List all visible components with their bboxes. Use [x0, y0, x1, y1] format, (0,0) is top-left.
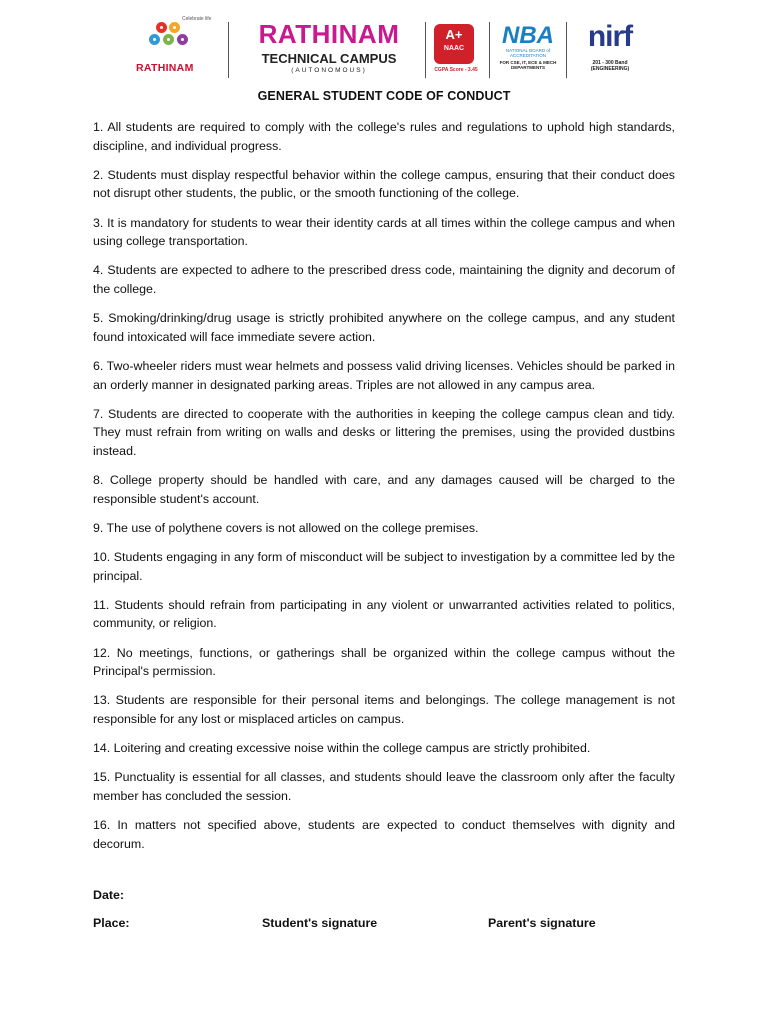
place-label: Place:: [93, 916, 130, 930]
rathinam-logo: [132, 14, 218, 80]
campus-subtitle: TECHNICAL CAMPUS: [261, 51, 397, 66]
rule-item: 2. Students must display respectful behavior within the college campus, ensuring that their conduct does not disrupt other students, the public, or the smooth functioning of the college.: [93, 167, 675, 201]
rule-item: 4. Students are expected to adhere to the prescribed dress code, maintaining the dignity and decorum of the college.: [93, 263, 675, 296]
rule-item: 10. Students engaging in any form of misconduct will be subject to investigation by a committee led by the principal.: [93, 550, 675, 583]
naac-logo: [430, 14, 482, 80]
naac-grade: A+: [445, 27, 463, 42]
rule-item: 14. Loitering and creating excessive noise within the college campus are strictly prohibited.: [93, 741, 591, 756]
nba-depts: FOR CSE, IT, ECE & MECH DEPARTMENTS: [499, 60, 557, 70]
rules-list: [93, 118, 675, 864]
parent-signature-label: Parent's signature: [488, 916, 596, 930]
campus-status: (AUTONOMOUS): [291, 67, 367, 74]
nirf-label: nirf: [587, 20, 633, 53]
nba-full: NATIONAL BOARD of ACCREDITATION: [505, 48, 551, 58]
rathinam-wordmark: RATHINAM: [136, 62, 194, 74]
rule-item: 12. No meetings, functions, or gatherings shall be organized within the college campus without the Principal's permission.: [93, 645, 675, 679]
date-label: Date:: [93, 888, 124, 902]
nba-logo: [496, 14, 560, 80]
technical-campus-logo: [236, 14, 422, 80]
naac-cgpa: CGPA Score - 3.45: [434, 67, 478, 73]
nirf-band: 201 - 300 Band (ENGINEERING): [590, 60, 630, 72]
rule-item: 15. Punctuality is essential for all classes, and students should leave the classroom only after the faculty member has concluded the session.: [93, 770, 675, 803]
rule-item: 8. College property should be handled with care, and any damages caused will be charged to the responsible student's account.: [93, 473, 675, 506]
nirf-logo: [572, 14, 648, 80]
student-signature-label: Student's signature: [262, 916, 378, 930]
rule-item: 7. Students are directed to cooperate with the authorities in keeping the college campus clean and tidy. They must refrain from writing on walls and desks or littering the premises, using the provided dustbins instead.: [93, 406, 675, 458]
document-title: GENERAL STUDENT CODE OF CONDUCT: [257, 89, 511, 103]
rule-item: 3. It is mandatory for students to wear their identity cards at all times within the college campus and when using college transportation.: [93, 215, 675, 249]
nba-label: NBA: [502, 22, 554, 49]
rathinam-tagline: Celebrate life: [182, 16, 212, 22]
naac-label: NAAC: [443, 45, 465, 52]
header-logos: [132, 14, 652, 80]
rule-item: 5. Smoking/drinking/drug usage is strictly prohibited anywhere on the college campus, and any student found intoxicated will face immediate severe action.: [93, 311, 675, 344]
rule-item: 1. All students are required to comply with the college's rules and regulations to uphold high standards, discipline, and individual progress.: [93, 120, 675, 153]
campus-name: RATHINAM: [258, 19, 400, 49]
rule-item: 6. Two-wheeler riders must wear helmets and possess valid driving licenses. Vehicles should be parked in an orderly manner in designated parking areas. Triples are not allowed in any campus area.: [93, 358, 675, 392]
rule-item: 13. Students are responsible for their personal items and belongings. The college management is not responsible for any lost or misplaced articles on campus.: [93, 693, 675, 726]
rule-item: 16. In matters not specified above, students are expected to conduct themselves with dignity and decorum.: [93, 818, 675, 851]
rule-item: 11. Students should refrain from participating in any violent or unwarranted activities related to politics, community, or religion.: [93, 597, 675, 631]
rule-item: 9. The use of polythene covers is not allowed on the college premises.: [93, 520, 479, 535]
